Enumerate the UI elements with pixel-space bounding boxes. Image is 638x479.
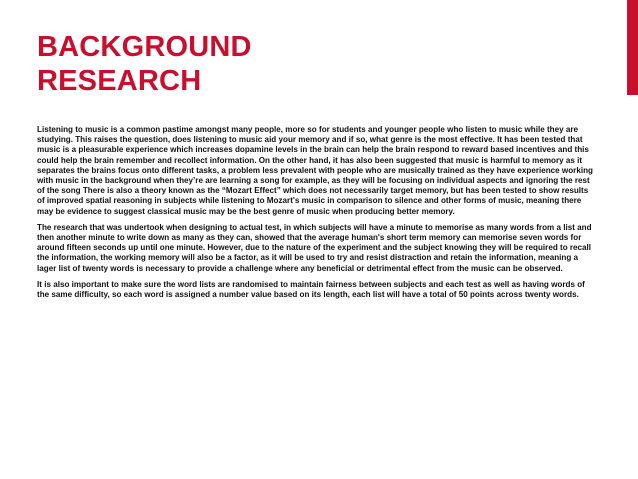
- slide-body: [37, 125, 597, 306]
- body-paragraph-1: Listening to music is a common pastime amongst many people, more so for students and younger people who listen to music while they are studying. This raises the question, does listening to music aid your memory and if so, what genre is the most effective. It has been tested that music is a pleasurable experience which increases dopamine levels in the brain can help the brain respond to reward based incentives and this could help the brain remember and recollect information. On the other hand, it has also been suggested that music is harmful to memory as it separates the brains focus onto different tasks, a problem less prevalent with people who are musically trained as they have experience working with music in the background when they’re are learning a song for example, as they will be focusing on individual aspects and ignoring the rest of the song There is also a theory known as the “Mozart Effect” which does not necessarily target memory, but has been tested to show results of improved spatial reasoning in subjects while listening to Mozart's music in comparison to silence and other forms of music, meaning there may be evidence to suggest classical music may be the best genre of music when producing better memory.: [37, 125, 593, 216]
- body-paragraph-3: It is also important to make sure the word lists are randomised to maintain fairness between subjects and each test as well as having words of the same difficulty, so each word is assigned a number value based on its length, each list will have a total of 50 points across twenty words.: [37, 279, 585, 300]
- slide-title: [37, 30, 597, 98]
- accent-bar: [627, 0, 638, 95]
- slide-title-line-1: BACKGROUND: [37, 31, 252, 63]
- slide-title-line-2: RESEARCH: [37, 65, 202, 97]
- body-paragraph-2: The research that was undertook when designing to actual test, in which subjects will have a minute to memorise as many words from a list and then another minute to write down as many as they can, showed that the average human's short term memory can memorise seven words for around fifteen seconds up until one minute. However, due to the nature of the experiment and the subject knowing they will be required to recall the information, the working memory will also be a factor, as it will be used to try and resist distraction and retain the information, meaning a lager list of twenty words is necessary to provide a challenge where any beneficial or detrimental effect from the music can be observed.: [37, 222, 592, 273]
